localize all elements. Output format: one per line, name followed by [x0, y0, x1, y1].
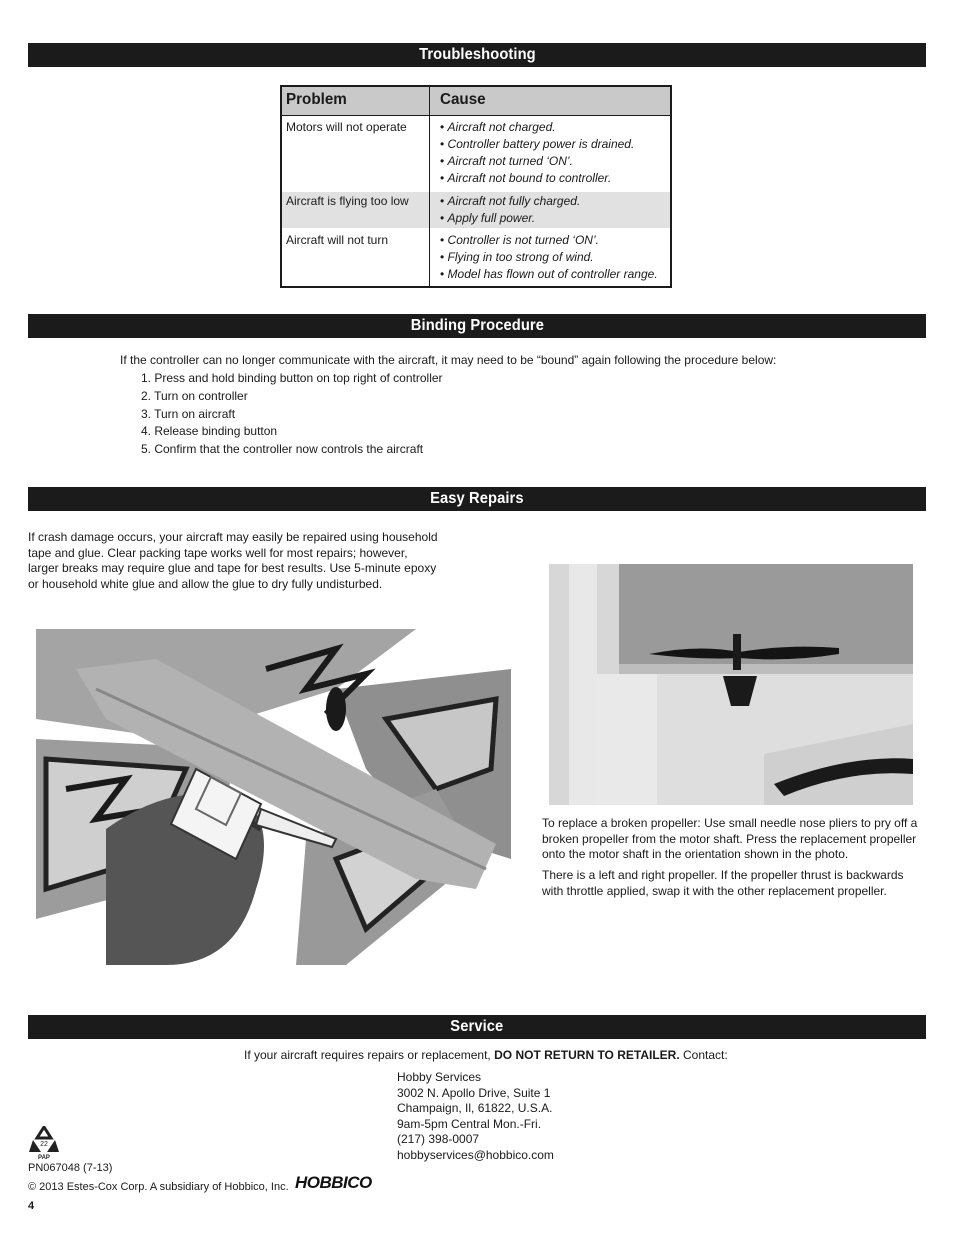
table-divider: [429, 87, 430, 286]
list-item: 4. Release binding button: [141, 424, 278, 439]
address-line: 9am-5pm Central Mon.-Fri.: [397, 1116, 542, 1131]
text-line: broken propeller from the motor shaft. Press the replacement propeller: [542, 831, 917, 846]
section-title: Troubleshooting: [418, 46, 536, 63]
cause-item: • Aircraft not fully charged.: [440, 193, 580, 210]
text-line: If crash damage occurs, your aircraft may easily be repaired using household: [28, 530, 438, 544]
cause-item: • Aircraft not bound to controller.: [440, 170, 634, 187]
cause-list: [440, 232, 658, 283]
text-line: larger breaks may require glue and tape for best results. Use 5-minute epoxy: [28, 561, 437, 575]
text-line: onto the motor shaft in the orientation shown in the photo.: [542, 847, 849, 861]
section-header-service: [28, 1015, 926, 1039]
propeller-paragraph-1: [542, 816, 917, 863]
column-header-cause: Cause: [440, 91, 486, 108]
binding-steps: [141, 370, 443, 459]
address-line: 3002 N. Apollo Drive, Suite 1: [397, 1085, 551, 1100]
section-header-repairs: [28, 487, 926, 511]
column-header-problem: Problem: [286, 91, 347, 108]
list-item: 5. Confirm that the controller now controls the aircraft: [141, 442, 424, 457]
table-row: [282, 228, 670, 286]
email-link: hobbyservices@hobbico.com: [397, 1147, 554, 1162]
recycle-icon: [29, 1126, 59, 1160]
service-intro-contact: Contact:: [679, 1048, 728, 1062]
table-header: [282, 87, 670, 116]
troubleshooting-table: [280, 85, 672, 288]
list-item: 1. Press and hold binding button on top right of controller: [141, 371, 443, 385]
section-title: Easy Repairs: [430, 490, 524, 507]
section-title: Service: [450, 1018, 504, 1035]
address-line: Hobby Services: [397, 1070, 482, 1084]
cause-item: • Model has flown out of controller range.: [440, 266, 658, 283]
cause-list: [440, 119, 634, 187]
cause-item: • Aircraft not turned ‘ON’.: [440, 153, 634, 170]
section-header-binding: [28, 314, 926, 338]
propeller-paragraph-2: [542, 868, 904, 899]
text-line: tape and glue. Clear packing tape works well for most repairs; however,: [28, 545, 408, 560]
table-row: [282, 192, 670, 228]
service-address: [397, 1070, 554, 1164]
text-line: There is a left and right propeller. If the propeller thrust is backwards: [542, 868, 904, 882]
address-line: (217) 398-0007: [397, 1132, 480, 1147]
service-intro: [244, 1047, 728, 1064]
part-number: PN067048 (7-13): [28, 1162, 113, 1174]
cause-item: • Aircraft not charged.: [440, 119, 634, 136]
text-line: To replace a broken propeller: Use small needle nose pliers to pry off a: [542, 816, 918, 830]
cause-item: • Apply full power.: [440, 210, 580, 227]
cause-list: [440, 193, 580, 227]
propeller-photo: [549, 564, 913, 805]
page-number: 4: [28, 1200, 35, 1212]
text-line: or household white glue and allow the glue to dry fully undisturbed.: [28, 576, 383, 591]
cause-item: • Controller battery power is drained.: [440, 136, 634, 153]
copyright: © 2013 Estes-Cox Corp. A subsidiary of Hobbico, Inc.: [28, 1181, 289, 1193]
problem-cell: Aircraft is flying too low: [286, 194, 409, 208]
problem-cell: Aircraft will not turn: [286, 233, 389, 247]
binding-intro: If the controller can no longer communicate with the aircraft, it may need to be “bound” again following the procedure below:: [120, 353, 777, 367]
service-intro-text: If your aircraft requires repairs or replacement,: [244, 1048, 495, 1062]
cause-item: • Controller is not turned ‘ON’.: [440, 232, 658, 249]
repairs-paragraph: [28, 530, 438, 592]
address-line: Champaign, Il, 61822, U.S.A.: [397, 1101, 553, 1116]
problem-cell: Motors will not operate: [286, 120, 407, 134]
glue-repair-photo: [36, 629, 511, 965]
cause-item: • Flying in too strong of wind.: [440, 249, 658, 266]
section-title: Binding Procedure: [410, 317, 544, 334]
recycle-number: 22: [40, 1141, 48, 1148]
hobbico-logo: HOBBICO: [295, 1173, 372, 1192]
table-row: [282, 116, 670, 192]
list-item: 3. Turn on aircraft: [141, 406, 236, 421]
list-item: 2. Turn on controller: [141, 388, 248, 403]
recycle-code: PAP: [38, 1155, 50, 1160]
section-header-troubleshooting: [28, 43, 926, 67]
service-warning: DO NOT RETURN TO RETAILER.: [494, 1048, 680, 1062]
text-line: with throttle applied, swap it with the other replacement propeller.: [542, 883, 887, 898]
